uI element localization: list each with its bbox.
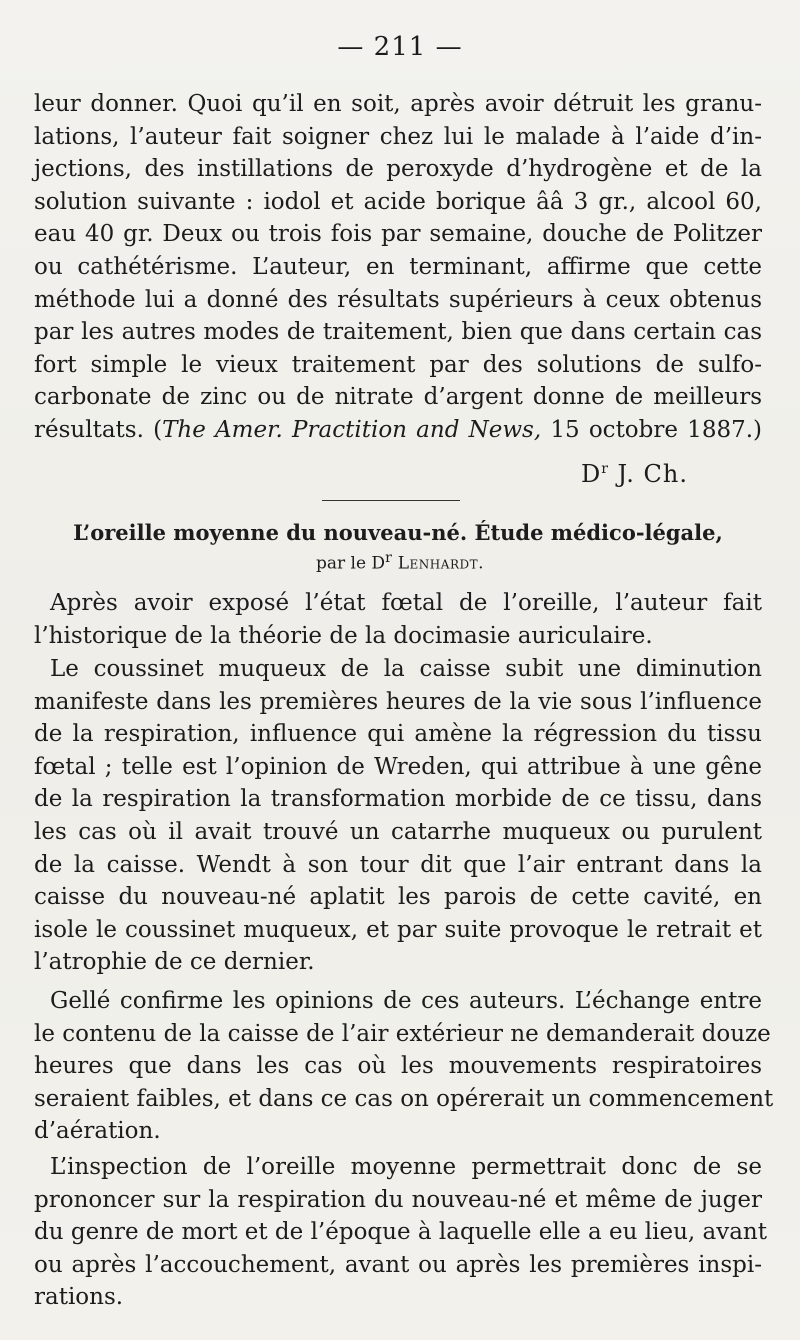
text-line: de la respiration la transformation morbide de ce tissu, dans — [34, 786, 762, 813]
text-line: eau 40 gr. Deux ou trois fois par semaine, douche de Politzer — [34, 221, 762, 248]
text-line: jections, des instillations de peroxyde d’hydrogène et de la — [34, 156, 762, 183]
signature-title: D — [580, 460, 602, 488]
article-byline — [0, 550, 800, 574]
text-line: isole le coussinet muqueux, et par suite provoque le retrait et — [34, 916, 762, 943]
text-line: Gellé confirme les opinions de ces auteurs. L’échange entre — [50, 988, 762, 1014]
text-line: l’historique de la théorie de la docimasie auriculaire. — [34, 622, 653, 649]
text-line: seraient faibles, et dans ce cas on opérerait un commencement — [34, 1085, 774, 1112]
text-line: par les autres modes de traitement, bien que dans certain cas — [34, 319, 762, 346]
text-line: le contenu de la caisse de l’air extérieur ne demanderait douze — [34, 1020, 771, 1047]
text-line: du genre de mort et de l’époque à laquelle elle a eu lieu, avant — [34, 1219, 767, 1246]
citation-date: 15 octobre 1887.) — [541, 416, 763, 443]
text-line: de la caisse. Wendt à son tour dit que l’air entrant dans la — [34, 851, 762, 878]
signature-name: J. Ch. — [608, 460, 688, 488]
text-line: ou cathétérisme. L’auteur, en terminant, affirme que cette — [34, 253, 762, 280]
text-line: caisse du nouveau-né aplatit les parois de cette cavité, en — [34, 884, 762, 911]
text-line: de la respiration, influence qui amène la régression du tissu — [34, 721, 762, 748]
text-line: heures que dans les cas où les mouvements respiratoires — [34, 1053, 762, 1080]
citation-prefix: résultats. ( — [34, 416, 163, 443]
citation-line — [34, 414, 762, 447]
page-number: — 211 — — [337, 32, 463, 62]
paragraph-gelle — [34, 985, 774, 1148]
text-line: manifeste dans les premières heures de la vie sous l’influence — [34, 688, 762, 715]
text-line: l’atrophie de ce dernier. — [34, 949, 315, 976]
text-line: d’aération. — [34, 1118, 161, 1145]
journal-title: The Amer. Practition and News, — [162, 416, 542, 443]
text-line: Après avoir exposé l’état fœtal de l’oreille, l’auteur fait — [50, 590, 762, 616]
text-line: solution suivante : iodol et acide borique ââ 3 gr., alcool 60, — [34, 188, 762, 215]
text-line: leur donner. Quoi qu’il en soit, après avoir détruit les granu- — [34, 91, 762, 117]
article-title: L’oreille moyenne du nouveau-né. Étude médico-légale, — [73, 520, 723, 545]
text-line: L’inspection de l’oreille moyenne permettrait donc de se — [50, 1154, 762, 1180]
text-line: les cas où il avait trouvé un catarrhe muqueux ou purulent — [34, 818, 762, 845]
paragraph-treatment — [34, 88, 762, 447]
byline-sup: r — [385, 550, 392, 566]
section-divider — [322, 500, 460, 501]
text-line: carbonate de zinc ou de nitrate d’argent donne de meilleurs — [34, 384, 762, 411]
text-line: méthode lui a donné des résultats supérieurs à ceux obtenus — [34, 286, 762, 313]
text-line: ou après l’accouchement, avant ou après les premières inspi- — [34, 1251, 762, 1278]
text-line: Le coussinet muqueux de la caisse subit une diminution — [50, 656, 762, 682]
text-line: lations, l’auteur fait soigner chez lui le malade à l’aide d’in- — [34, 123, 762, 150]
paragraph-inspection — [34, 1151, 767, 1314]
text-line: fort simple le vieux traitement par des solutions de sulfo- — [34, 351, 762, 378]
paragraph-intro — [34, 587, 762, 652]
paragraph-coussinet — [34, 653, 762, 979]
byline-prefix: par le D — [315, 553, 386, 574]
text-line: fœtal ; telle est l’opinion de Wreden, qui attribue à une gêne — [34, 753, 762, 780]
signature-title-sup: r — [601, 461, 609, 477]
text-line: rations. — [34, 1284, 124, 1311]
author-signature — [581, 460, 688, 488]
text-line: prononcer sur la respiration du nouveau-né et même de juger — [34, 1186, 762, 1213]
byline-author: Lenhardt. — [391, 553, 485, 574]
